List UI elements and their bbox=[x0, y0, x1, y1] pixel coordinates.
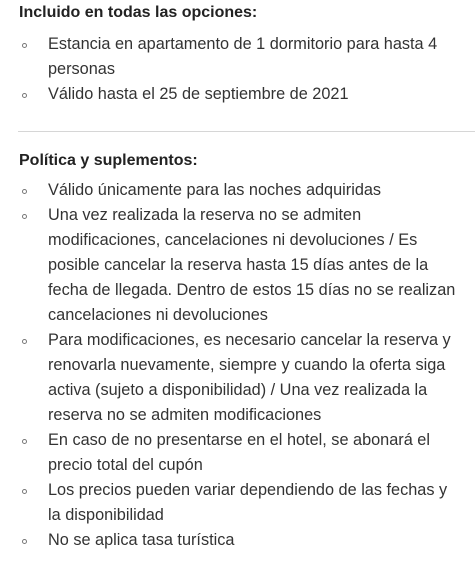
bullet-icon bbox=[22, 189, 27, 194]
included-title: Incluido en todas las opciones: bbox=[19, 4, 258, 21]
list-item-text: Válido hasta el 25 de septiembre de 2021 bbox=[48, 85, 349, 103]
policy-section bbox=[19, 151, 461, 553]
list-item-text: Válido únicamente para las noches adquiridas bbox=[48, 181, 382, 199]
list-item bbox=[19, 82, 461, 107]
bullet-icon bbox=[22, 339, 27, 344]
section-divider bbox=[18, 131, 475, 132]
list-item bbox=[19, 528, 461, 553]
list-item-text: Para modificaciones, es necesario cancelar la reserva y renovarla nuevamente, siempre y cuando la oferta siga activa (sujeto a disponibilidad) / Una vez realizada la reserva no se admiten modificaciones bbox=[48, 331, 451, 424]
included-list bbox=[19, 32, 461, 107]
bullet-icon bbox=[22, 489, 27, 494]
bullet-icon bbox=[22, 93, 27, 98]
list-item bbox=[19, 32, 461, 82]
bullet-icon bbox=[22, 539, 27, 544]
list-item bbox=[19, 478, 461, 528]
list-item-text: Una vez realizada la reserva no se admiten modificaciones, cancelaciones ni devoluciones / Es posible cancelar la reserva hasta 15 días antes de la fecha de llegada. Dentro de estos 15 días no se realizan cancelaciones ni devoluciones bbox=[48, 206, 456, 324]
list-item-text: No se aplica tasa turística bbox=[48, 531, 235, 549]
included-section bbox=[19, 0, 461, 107]
bullet-icon bbox=[22, 439, 27, 444]
list-item bbox=[19, 328, 461, 428]
policy-list bbox=[19, 178, 461, 553]
bullet-icon bbox=[22, 43, 27, 48]
policy-title: Política y suplementos: bbox=[19, 152, 198, 169]
list-item bbox=[19, 203, 461, 328]
list-item-text: Estancia en apartamento de 1 dormitorio para hasta 4 personas bbox=[48, 35, 438, 78]
list-item bbox=[19, 178, 461, 203]
list-item-text: Los precios pueden variar dependiendo de las fechas y la disponibilidad bbox=[48, 481, 448, 524]
bullet-icon bbox=[22, 214, 27, 219]
list-item-text: En caso de no presentarse en el hotel, se abonará el precio total del cupón bbox=[48, 431, 430, 474]
list-item bbox=[19, 428, 461, 478]
